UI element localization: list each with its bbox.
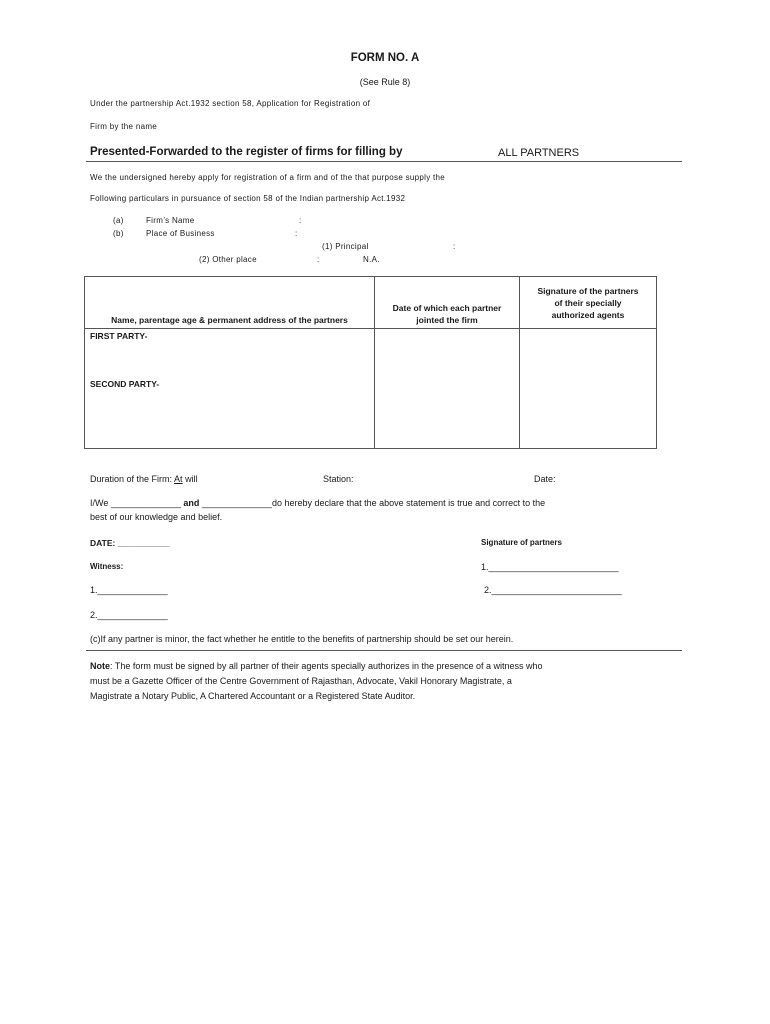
partners-dates-cell — [375, 329, 520, 449]
intro-line-2: Firm by the name — [90, 122, 158, 131]
all-partners-value: ALL PARTNERS — [498, 147, 580, 159]
col2-header-cell — [375, 289, 520, 329]
intro-line-1: Under the partnership Act.1932 section 58, Application for Registration of — [90, 99, 371, 108]
duration-row — [90, 474, 198, 484]
declaration-line-1 — [90, 498, 545, 508]
witness-label: Witness: — [90, 562, 124, 571]
col3-header-cell — [520, 277, 657, 329]
duration-label: Duration of the Firm: — [90, 474, 175, 484]
witness-1: 1.______________ — [90, 585, 168, 595]
principal-label: (1) Principal — [322, 242, 369, 251]
col3-header: Signature of the partners of their specially authorized agents — [537, 285, 639, 320]
date-label-top: Date: — [534, 474, 556, 484]
duration-value: At — [174, 474, 183, 484]
particular-b-colon: : — [295, 229, 298, 238]
col1-header-cell — [85, 289, 375, 329]
partners-signature-cell — [520, 329, 657, 449]
note-label: Note — [90, 661, 110, 671]
partner-signature-1: 1.__________________________ — [481, 562, 619, 572]
other-place-value: N.A. — [363, 255, 380, 264]
particular-b-label: Place of Business — [146, 229, 215, 238]
col2-header: Date of which each partner jointed the firm — [392, 303, 502, 325]
particular-a-label: Firm’s Name — [146, 216, 195, 225]
duration-rest: will — [182, 474, 198, 484]
note-line-1 — [90, 661, 543, 671]
paragraph-2: Following particulars in pursuance of section 58 of the Indian partnership Act.1932 — [90, 194, 406, 203]
note-line-2: must be a Gazette Officer of the Centre Government of Rajasthan, Advocate, Vakil Honorary Magistrate, a — [90, 676, 512, 686]
note-line-3: Magistrate a Notary Public, A Chartered Accountant or a Registered State Auditor. — [90, 691, 416, 701]
col1-header: Name, parentage age & permanent address of the partners — [111, 315, 348, 325]
presented-heading: Presented-Forwarded to the register of firms for filling by — [90, 146, 403, 158]
paragraph-1: We the undersigned hereby apply for registration of a firm and of the that purpose supply the — [90, 173, 446, 182]
form-title: FORM NO. A — [350, 52, 420, 64]
partners-names-cell — [85, 329, 375, 449]
declaration-line-2: best of our knowledge and belief. — [90, 512, 223, 522]
declare-prefix: I/We ______________ — [90, 498, 184, 508]
divider-presented — [86, 161, 682, 162]
principal-colon: : — [453, 242, 456, 251]
divider-note — [86, 650, 682, 651]
note-text-1: : The form must be signed by all partner of their agents specially authorizes in the presence of a witness who — [110, 661, 543, 671]
other-place-colon: : — [317, 255, 320, 264]
witness-2: 2.______________ — [90, 610, 168, 620]
signature-of-partners-label: Signature of partners — [481, 538, 562, 547]
particular-a-colon: : — [299, 216, 302, 225]
station-label: Station: — [323, 474, 354, 484]
partners-table — [84, 276, 657, 449]
particular-b-marker: (b) — [113, 229, 124, 238]
particular-a-marker: (a) — [113, 216, 124, 225]
declare-and: and — [183, 498, 200, 508]
declare-blank: ______________ — [199, 498, 273, 508]
other-place-label: (2) Other place — [199, 255, 257, 264]
declare-rest: do hereby declare that the above statement is true and correct to the — [272, 498, 546, 508]
first-party-label: FIRST PARTY- — [90, 331, 148, 341]
second-party-label: SECOND PARTY- — [90, 379, 160, 389]
date-field: DATE: ___________ — [90, 538, 170, 548]
form-subtitle: (See Rule 8) — [359, 77, 411, 87]
partner-signature-2: 2.__________________________ — [484, 585, 622, 595]
minor-partner-note: (c)If any partner is minor, the fact whether he entitle to the benefits of partnership should be set our herein. — [90, 634, 514, 644]
